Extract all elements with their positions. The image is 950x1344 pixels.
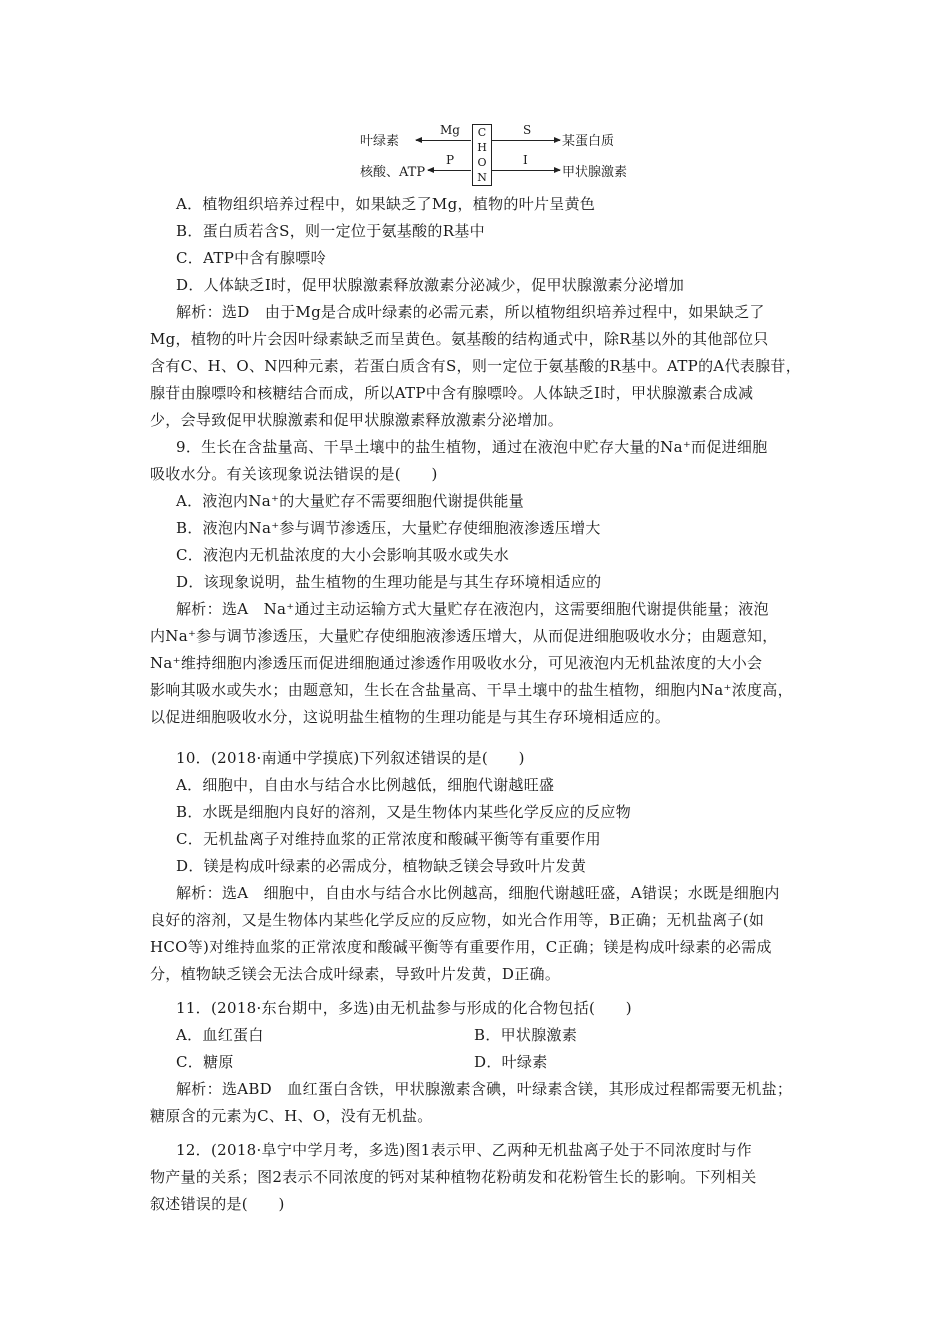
q9-explanation-line: 以促进细胞吸收水分，这说明盐生植物的生理功能是与其生存环境相适应的。 bbox=[150, 708, 671, 726]
nucleic-acid-atp-label: 核酸、ATP bbox=[360, 165, 426, 180]
q11-option-b: B．甲状腺激素 bbox=[474, 1026, 578, 1044]
element-h: H bbox=[477, 141, 487, 154]
arrow-to-protein bbox=[492, 140, 560, 141]
q8-explanation-line: 腺苷由腺嘌呤和核糖结合而成，所以ATP中含有腺嘌呤。人体缺乏I时，甲状腺激素合成减 bbox=[150, 384, 754, 402]
q9-explanation-line: 影响其吸水或失水；由题意知，生长在含盐量高、干旱土壤中的盐生植物，细胞内Na⁺浓度高， bbox=[150, 681, 793, 699]
q11-stem: 11．(2018·东台期中，多选)由无机盐参与形成的化合物包括( ) bbox=[176, 999, 632, 1017]
q9-explanation-line: 解析：选A Na⁺通过主动运输方式大量贮存在液泡内，这需要细胞代谢提供能量；液泡 bbox=[176, 600, 769, 618]
q11-explanation-line: 解析：选ABD 血红蛋白含铁，甲状腺激素含碘，叶绿素含镁，其形成过程都需要无机盐； bbox=[176, 1080, 793, 1098]
q9-stem-line: 吸收水分。有关该现象说法错误的是( ) bbox=[150, 465, 438, 483]
q8-explanation-line: Mg，植物的叶片会因叶绿素缺乏而呈黄色。氨基酸的结构通式中，除R基以外的其他部位只 bbox=[150, 330, 769, 348]
element-n: N bbox=[477, 171, 487, 184]
q10-option-a: A．细胞中，自由水与结合水比例越低，细胞代谢越旺盛 bbox=[176, 776, 555, 794]
q9-option-b: B．液泡内Na⁺参与调节渗透压，大量贮存使细胞液渗透压增大 bbox=[176, 519, 601, 537]
q9-option-a: A．液泡内Na⁺的大量贮存不需要细胞代谢提供能量 bbox=[176, 492, 525, 510]
q9-stem-line: 9．生长在含盐量高、干旱土壤中的盐生植物，通过在液泡中贮存大量的Na⁺而促进细胞 bbox=[176, 438, 768, 456]
q8-option-c: C．ATP中含有腺嘌呤 bbox=[176, 249, 326, 267]
protein-label: 某蛋白质 bbox=[562, 134, 615, 149]
q10-option-d: D．镁是构成叶绿素的必需成分，植物缺乏镁会导致叶片发黄 bbox=[176, 857, 587, 875]
q12-stem-line: 叙述错误的是( ) bbox=[150, 1195, 285, 1213]
chlorophyll-label: 叶绿素 bbox=[360, 134, 400, 149]
i-label: I bbox=[523, 153, 528, 167]
q12-stem-line: 12．(2018·阜宁中学月考，多选)图1表示甲、乙两种无机盐离子处于不同浓度时与作 bbox=[176, 1141, 752, 1159]
q9-explanation-line: Na⁺维持细胞内渗透压而促进细胞通过渗透作用吸收水分，可见液泡内无机盐浓度的大小会 bbox=[150, 654, 763, 672]
q8-option-a: A．植物组织培养过程中，如果缺乏了Mg，植物的叶片呈黄色 bbox=[176, 195, 596, 213]
arrow-to-thyroxine bbox=[492, 170, 560, 171]
arrow-to-chlorophyll bbox=[416, 140, 471, 141]
q8-option-b: B．蛋白质若含S，则一定位于氨基酸的R基中 bbox=[176, 222, 485, 240]
element-c: C bbox=[477, 126, 487, 139]
thyroxine-label: 甲状腺激素 bbox=[562, 165, 628, 180]
q9-option-d: D．该现象说明，盐生植物的生理功能是与其生存环境相适应的 bbox=[176, 573, 602, 591]
q12-stem-line: 物产量的关系；图2表示不同浓度的钙对某种植物花粉萌发和花粉管生长的影响。下列相关 bbox=[150, 1168, 757, 1186]
s-label: S bbox=[523, 123, 532, 137]
arrow-to-nucleic-acid bbox=[428, 170, 471, 171]
mg-label: Mg bbox=[440, 123, 460, 137]
q10-option-b: B．水既是细胞内良好的溶剂，又是生物体内某些化学反应的反应物 bbox=[176, 803, 632, 821]
element-diagram bbox=[360, 122, 630, 188]
q8-explanation-line: 解析：选D 由于Mg是合成叶绿素的必需元素，所以植物组织培养过程中，如果缺乏了 bbox=[176, 303, 765, 321]
element-o: O bbox=[477, 156, 487, 169]
q10-explanation-line: 解析：选A 细胞中，自由水与结合水比例越高，细胞代谢越旺盛，A错误；水既是细胞内 bbox=[176, 884, 780, 902]
q11-option-a: A．血红蛋白 bbox=[176, 1026, 264, 1044]
q11-option-d: D．叶绿素 bbox=[474, 1053, 548, 1071]
q11-option-c: C．糖原 bbox=[176, 1053, 234, 1071]
q10-explanation-line: 分，植物缺乏镁会无法合成叶绿素，导致叶片发黄，D正确。 bbox=[150, 965, 561, 983]
chon-box bbox=[472, 124, 492, 186]
q10-option-c: C．无机盐离子对维持血浆的正常浓度和酸碱平衡等有重要作用 bbox=[176, 830, 601, 848]
q10-explanation-line: 良好的溶剂，又是生物体内某些化学反应的反应物，如光合作用等，B正确；无机盐离子(如 bbox=[150, 911, 765, 929]
q9-option-c: C．液泡内无机盐浓度的大小会影响其吸水或失水 bbox=[176, 546, 510, 564]
p-label: P bbox=[446, 153, 455, 167]
q8-explanation-line: 含有C、H、O、N四种元素，若蛋白质含有S，则一定位于氨基酸的R基中。ATP的A代表腺苷， bbox=[150, 357, 801, 375]
q10-explanation-line: HCO等)对维持血浆的正常浓度和酸碱平衡等有重要作用，C正确；镁是构成叶绿素的必需成 bbox=[150, 938, 772, 956]
q8-explanation-line: 少，会导致促甲状腺激素和促甲状腺激素释放激素分泌增加。 bbox=[150, 411, 564, 429]
q11-explanation-line: 糖原含的元素为C、H、O，没有无机盐。 bbox=[150, 1107, 433, 1125]
q9-explanation-line: 内Na⁺参与调节渗透压，大量贮存使细胞液渗透压增大，从而促进细胞吸收水分；由题意知， bbox=[150, 627, 778, 645]
q8-option-d: D．人体缺乏I时，促甲状腺激素释放激素分泌减少，促甲状腺激素分泌增加 bbox=[176, 276, 685, 294]
q10-stem: 10．(2018·南通中学摸底)下列叙述错误的是( ) bbox=[176, 749, 525, 767]
